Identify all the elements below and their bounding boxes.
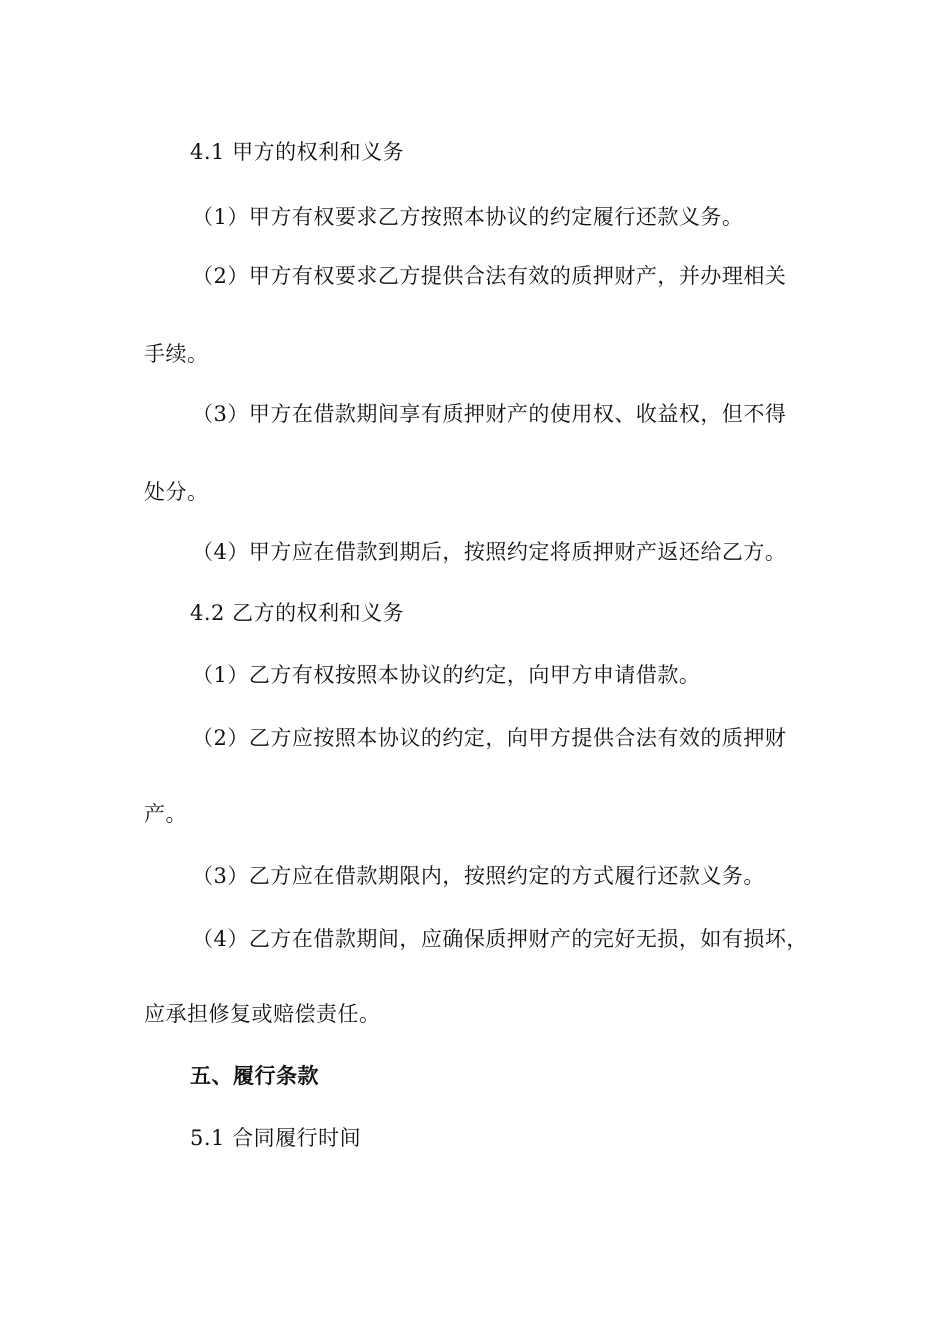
paragraph-line: （4）乙方在借款期间，应确保质押财产的完好无损，如有损坏， (192, 927, 808, 951)
paragraph-line: （4）甲方应在借款到期后，按照约定将质押财产返还给乙方。 (192, 540, 787, 564)
paragraph-line: （1）甲方有权要求乙方按照本协议的约定履行还款义务。 (192, 205, 744, 229)
paragraph-line: 产。 (144, 802, 187, 826)
paragraph-line: 应承担修复或赔偿责任。 (144, 1002, 381, 1026)
paragraph-line: （1）乙方有权按照本协议的约定，向甲方申请借款。 (192, 663, 701, 687)
paragraph-line: （3）乙方应在借款期限内，按照约定的方式履行还款义务。 (192, 864, 765, 888)
section-heading-4-1: 4.1 甲方的权利和义务 (190, 140, 405, 164)
paragraph-line: 手续。 (144, 342, 209, 366)
paragraph-line: （2）甲方有权要求乙方提供合法有效的质押财产，并办理相关 (192, 264, 787, 288)
paragraph-line: （3）甲方在借款期间享有质押财产的使用权、收益权，但不得 (192, 402, 787, 426)
section-heading-5-1: 5.1 合同履行时间 (190, 1126, 362, 1150)
paragraph-line: 处分。 (144, 480, 209, 504)
chapter-heading-5: 五、履行条款 (190, 1063, 319, 1088)
section-heading-4-2: 4.2 乙方的权利和义务 (190, 601, 405, 625)
paragraph-line: （2）乙方应按照本协议的约定，向甲方提供合法有效的质押财 (192, 726, 787, 750)
